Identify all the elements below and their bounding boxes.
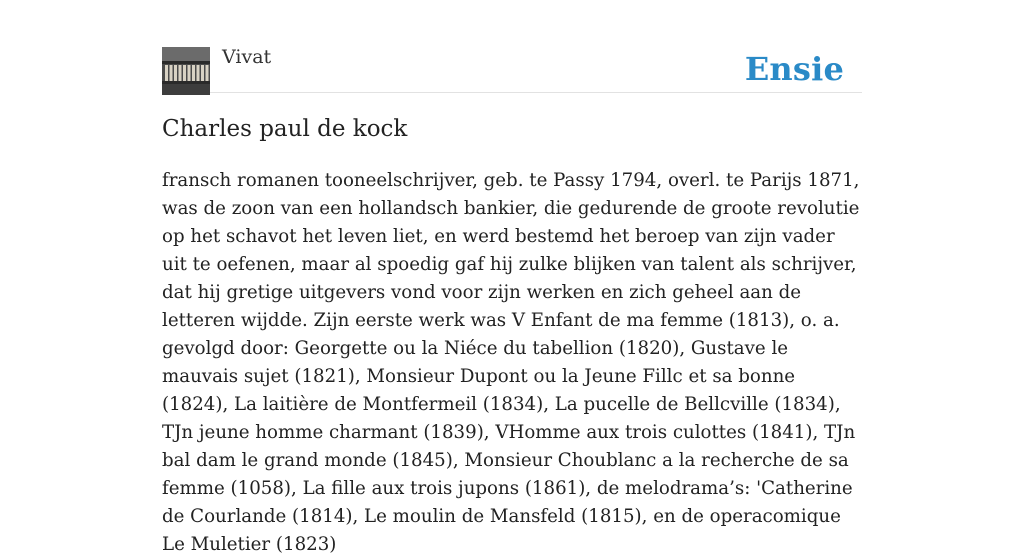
article-title: Charles paul de kock [162,116,408,142]
header [162,0,862,93]
article-body: fransch romanen tooneelschrijver, geb. te Passy 1794, overl. te Parijs 1871, was de zoon van een hollandsch bankier, die gedurende de groote revolutie op het schavot het leven liet, en werd bestemd het beroep van zijn vader uit te oefenen, maar al spoedig gaf hij zulke blijken van talent als schrijver, dat hij gretige uitgevers vond voor zijn werken en zich geheel aan de letteren wijdde. Zijn eerste werk was V Enfant de ma femme (1813), o. a. gevolgd door: Georgette ou la Niéce du tabellion (1820), Gustave le mauvais sujet (1821), Monsieur Dupont ou la Jeune Fillc et sa bonne (1824), La laitière de Montfermeil (1834), La pucelle de Bellcville (1834), TJn jeune homme charmant (1839), VHomme aux trois culottes (1841), TJn bal dam le grand monde (1845), Monsieur Choublanc a la recherche de sa femme (1058), La fille aux trois jupons (1861), de melodrama’s: 'Catherine de Courlande (1814), Le moulin de Mansfeld (1815), en de operacomique Le Muletier (1823) [162,170,860,555]
author-name[interactable]: Vivat [222,46,272,68]
page-container [162,0,862,555]
author-avatar[interactable] [162,47,210,95]
brand-logo[interactable]: Ensie [744,50,844,88]
bookshelf-avatar-icon [162,47,210,95]
